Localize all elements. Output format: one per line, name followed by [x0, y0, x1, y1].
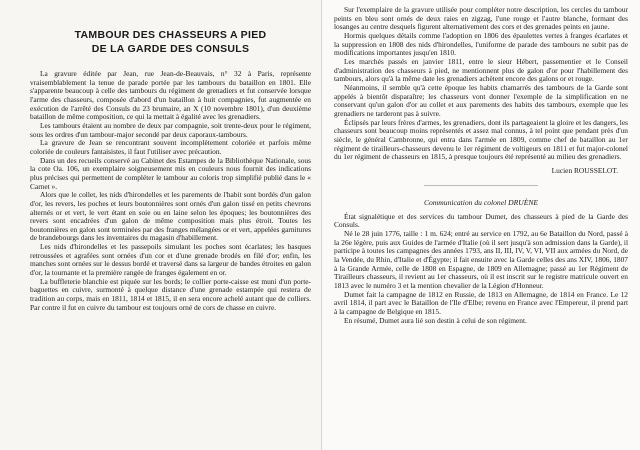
left-paragraph-4: Dans un des recueils conservé au Cabinet des Estampes de la Bibliothèque Nationale, sous la cote Oa. 106, un exemplaire soigneusement mis en couleurs nous fournit des indications plus précises qui permettent de compléter le tambour au coloris trop simplifié publié dans le « Carnet ». — [30, 155, 311, 191]
communication-paragraph-2: Né le 28 juin 1776, taille : 1 m. 624; entré au service en 1792, au 6e Bataillon du Nord, passé à la 26e légère, puis aux Guides de l'armée d'Italie (où il sert jusqu'à son admission dans la Garde), il participe à toutes les campagnes des années 1793, ans II, III, IV, V, VI, VII aux armées du Nord, de la Vendée, du Rhin, d'Italie et d'Égypte; il fait ensuite avec la Garde celles des ans XIV, 1806, 1807 à la Grande Armée, celle de 1808 en Espagne, de 1809 en Allemagne; passé au 1er Régiment de Tirailleurs chasseurs, il revient au 1er chasseurs, où il est inscrit sur le registre matricule ouvert en 1813 avec le numéro 3 et la mention chevalier de la Légion d'Honneur. — [334, 229, 628, 291]
left-paragraph-1: La gravure éditée par Jean, rue Jean-de-Beauvais, n° 32 à Paris, représente vraisemblablement la tenue de parade portée par les tambours du bataillon en 1801. Elle s'apparente beaucoup à celle des tambours du régiment de grenadiers et fut conservée lorsque l'arme des chasseurs, composée d'abord d'un bataillon à huit compagnies, fut augmentée en exécution de l'arrêté des Consuls du 23 brumaire, an X (10 novembre 1801), d'un deuxième bataillon de même composition, ce qui la mettait à égalité avec les grenadiers. — [30, 69, 311, 122]
section-divider — [424, 185, 538, 186]
right-page — [322, 0, 640, 450]
left-paragraph-2: Les tambours étaient au nombre de deux par compagnie, soit trente-deux pour le régiment, sous les ordres d'un tambour-major secondé par deux caporaux-tambours. — [30, 120, 311, 139]
article-title-line2: DE LA GARDE DES CONSULS — [91, 43, 250, 55]
author-signature: Lucien ROUSSELOT. — [551, 165, 618, 175]
communication-paragraph-1: État signalétique et des services du tambour Dumet, des chasseurs à pied de la Garde des Consuls. — [334, 211, 628, 230]
right-paragraph-3: Les marchés passés en janvier 1811, entre le sieur Hébert, passementier et le Conseil d'administration des chasseurs à pied, ne mentionnent plus de galon d'or pour l'habillement des tambours, alors qu'à la même date les grenadiers achètent encore des galons or et rouge. — [334, 56, 628, 84]
article-title-line1: TAMBOUR DES CHASSEURS A PIED — [74, 29, 267, 41]
right-paragraph-5: Éclipsés par leurs frères d'armes, les grenadiers, dont ils partageaient la gloire et les dangers, les chasseurs sont beaucoup moins représentés et assez mal connus, à tel point que pendant près d'un siècle, le général Cambronne, qui entra dans l'armée en 1809, comme chef de bataillon au 1er régiment de tirailleurs-chasseurs devenu le 1er régiment de voltigeurs en 1811 et fut major-colonel du 1er régiment de chasseurs en 1815, à presque toujours été représenté au milieu des grenadiers. — [334, 117, 628, 162]
communication-paragraph-3: Dumet fait la campagne de 1812 en Russie, de 1813 en Allemagne, de 1814 en France. Le 12 avril 1814, il part avec le Bataillon de l'Ile d'Elbe; revenu en France avec l'Empereur, il prend part à la campagne de Belgique en 1815. — [334, 289, 628, 317]
right-paragraph-4: Néanmoins, il semble qu'à cette époque les habits chamarrés des tambours de la Garde sont appelés à bientôt disparaître; les chasseurs vont donner l'exemple de la simplification en ne conservant qu'un galon d'or au collet et aux parements des habits des tambours, exemple que les grenadiers ne tarderont pas à suivre. — [334, 82, 628, 118]
communication-heading: Communication du colonel DRUÈNE — [423, 197, 539, 207]
right-paragraph-2: Hormis quelques détails comme l'adoption en 1806 des épaulettes vertes à franges écarlates et la suppression en 1808 des nids d'hirondelles, l'uniforme de parade des tambours ne subit pas de modifications importantes jusqu'en 1810. — [334, 30, 628, 58]
left-paragraph-7: La buffleterie blanchie est piquée sur les bords; le collier porte-caisse est muni d'un porte-baguettes en cuivre, surmonté à quelque distance d'une grenade estampée qui restera de tradition au corps, mais en 1811, 1814 et 1815, il en sera encore achelé autant que de colliers. Par contre il fut en cuivre du tambour est toujours orné de cors de chasse en cuivre. — [30, 276, 311, 312]
left-paragraph-5: Alors que le collet, les nids d'hirondelles et les parements de l'habit sont bordés d'un galon d'or, les revers, les poches et leurs boutonnières sont ornés d'un galon tissé en petits chevrons alternés or et vert, le vert étant en soie ou en laine selon les époques; les boutonnières des revers sont encadrées d'un galon de même composition mais plus étroit. Toutes les boutonnières en galon sont terminées par des franges mélangées or et vert, appelées garnitures de brandebourgs dans les inventaires du magasin d'habillement. — [30, 190, 311, 243]
communication-paragraph-4: En résumé, Dumet aura lié son destin à celui de son régiment. — [344, 315, 527, 325]
right-paragraph-1: Sur l'exemplaire de la gravure utilisée pour compléter notre description, les cercles du tambour peints en bleu sont ornés de deux raies en zigzag, l'une rouge et l'autre blanche, formant des losanges au centre desquels figurent alternativement des cors et des grenades peints en jaune. — [334, 5, 628, 32]
left-paragraph-6: Les nids d'hirondelles et les passepoils simulant les poches sont écarlates; les basques retroussées et agrafées sont ornées d'un cor et d'une grenade brodés en filé d'or; enfin, les manches sont ornées sur le dessus bordé et traversé dans sa largeur de bandes étroites en galon d'or, la tournante et la première rangée de franges également en or. — [30, 242, 311, 278]
left-paragraph-3: La gravure de Jean se rencontrant souvent incomplètement coloriée et parfois même coloriée de couleurs fantaisistes, il faut l'utiliser avec précaution. — [30, 138, 311, 156]
